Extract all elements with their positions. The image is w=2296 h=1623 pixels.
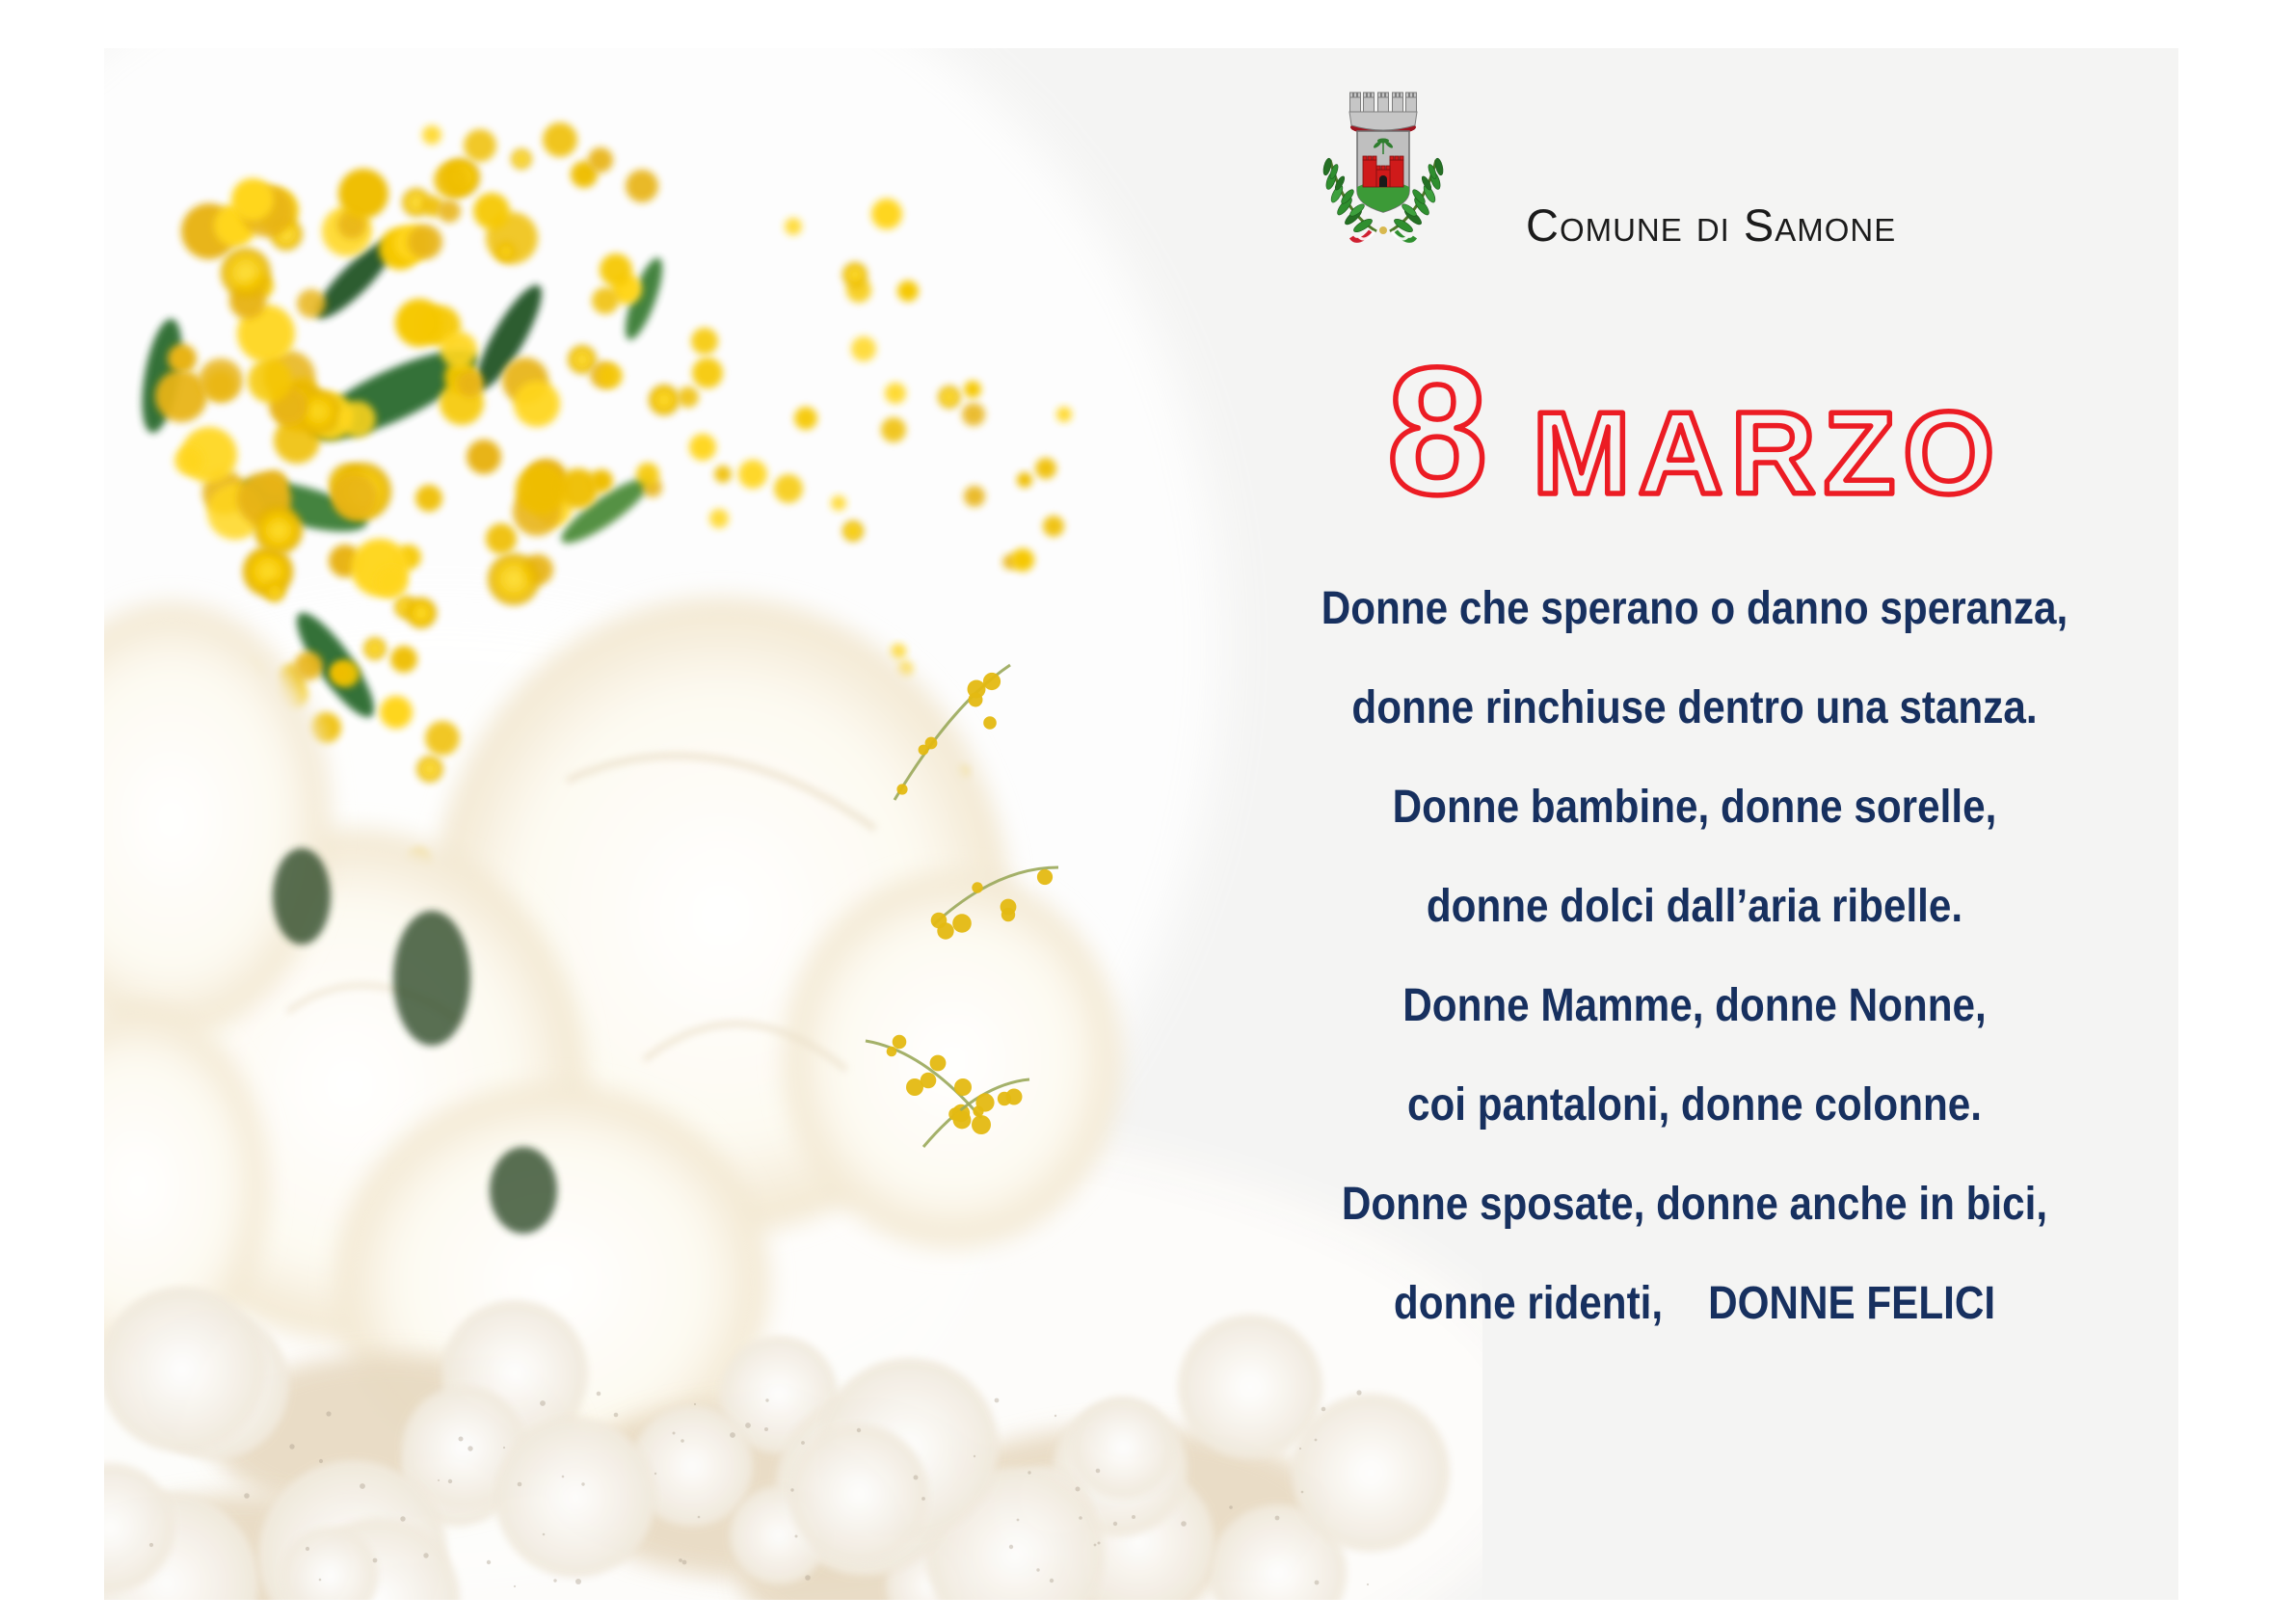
title-month: MARZO [1532,387,2003,519]
poem-line: Donne che sperano o danno speranza, [1321,583,2069,634]
poem-line: donne ridenti, DONNE FELICI [1393,1278,1996,1329]
page-title [1241,318,2148,540]
flyer-card [104,48,2178,1600]
svg-text:8 MARZO [1387,330,2002,532]
crest-shield [1348,131,1418,216]
poem-line: coi pantaloni, donne colonne. [1406,1079,1983,1131]
poem-line: donne dolci dall’aria ribelle. [1426,881,1963,932]
poem-line: donne rinchiuse dentro una stanza. [1351,682,2038,733]
municipality-name: Comune di Samone [1526,200,1897,251]
title-number: 8 [1386,330,1488,532]
municipal-crest-icon [1311,85,1455,249]
poem-line: Donne Mamme, donne Nonne, [1402,980,1987,1031]
crest-crown [1349,93,1417,135]
poem-line: Donne bambine, donne sorelle, [1392,782,1997,833]
poem [1241,559,2148,1353]
poem-line: Donne sposate, donne anche in bici, [1341,1179,2048,1230]
